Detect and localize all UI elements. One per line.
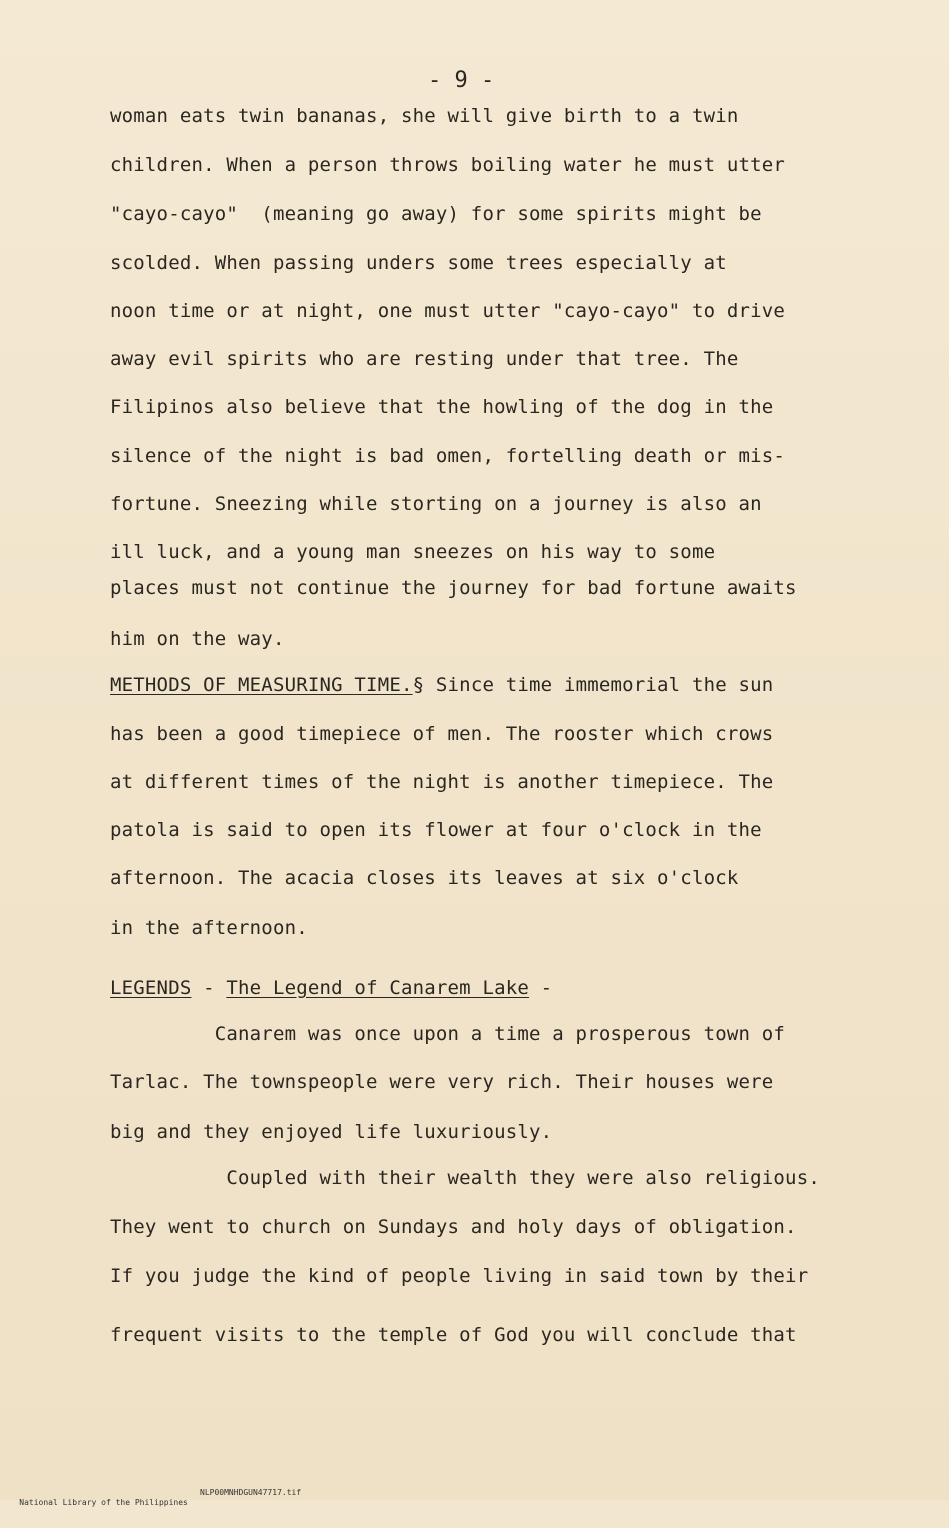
heading-mark: §: [412, 674, 425, 696]
text-line: If you judge the kind of people living in said town by their: [110, 1265, 809, 1287]
section-heading-legends: LEGENDS: [110, 977, 192, 999]
scan-footer: [0, 1488, 302, 1528]
text-run: Since time immemorial the sun: [424, 674, 774, 696]
text-line: children. When a person throws boiling water he must utter: [110, 154, 786, 176]
text-line: places must not continue the journey for bad fortune awaits: [110, 577, 797, 599]
section-line-legends: [110, 976, 552, 1000]
text-line: noon time or at night, one must utter "cayo-cayo" to drive: [110, 300, 786, 322]
text-line: Canarem was once upon a time a prosperous town of: [110, 1023, 786, 1045]
text-line: patola is said to open its flower at four o'clock in the: [110, 819, 762, 841]
text-line: away evil spirits who are resting under that tree. The: [110, 348, 739, 370]
text-line: Coupled with their wealth they were also religious.: [110, 1167, 820, 1189]
legend-title: The Legend of Canarem Lake: [226, 977, 530, 999]
section-heading-methods: METHODS OF MEASURING TIME.: [110, 674, 413, 696]
text-line: has been a good timepiece of men. The rooster which crows: [110, 723, 774, 745]
text-line: "cayo-cayo" (meaning go away) for some spirits might be: [110, 203, 762, 225]
text-line: silence of the night is bad omen, fortelling death or mis-: [110, 445, 786, 467]
footer-filename: NLP00MNHDGUN47717.tif: [200, 1488, 302, 1497]
text-line: him on the way.: [110, 628, 285, 650]
text-line: ill luck, and a young man sneezes on his way to some: [110, 541, 716, 563]
text-run: -: [529, 977, 553, 999]
text-line: Filipinos also believe that the howling of the dog in the: [110, 396, 774, 418]
text-line: in the afternoon.: [110, 917, 308, 939]
text-line: frequent visits to the temple of God you will conclude that: [110, 1324, 797, 1346]
section-line-methods: [110, 673, 773, 697]
text-line: big and they enjoyed life luxuriously.: [110, 1121, 553, 1143]
text-run: -: [191, 977, 227, 999]
text-line: woman eats twin bananas, she will give birth to a twin: [110, 105, 739, 127]
text-line: afternoon. The acacia closes its leaves at six o'clock: [110, 867, 739, 889]
text-line: at different times of the night is another timepiece. The: [110, 771, 774, 793]
text-line: fortune. Sneezing while storting on a journey is also an: [110, 493, 762, 515]
text-line: scolded. When passing unders some trees especially at: [110, 252, 727, 274]
text-line: They went to church on Sundays and holy days of obligation.: [110, 1216, 797, 1238]
footer-library: National Library of the Philippines: [19, 1498, 188, 1507]
page-number: - 9 -: [428, 68, 495, 93]
text-line: Tarlac. The townspeople were very rich. Their houses were: [110, 1071, 774, 1093]
